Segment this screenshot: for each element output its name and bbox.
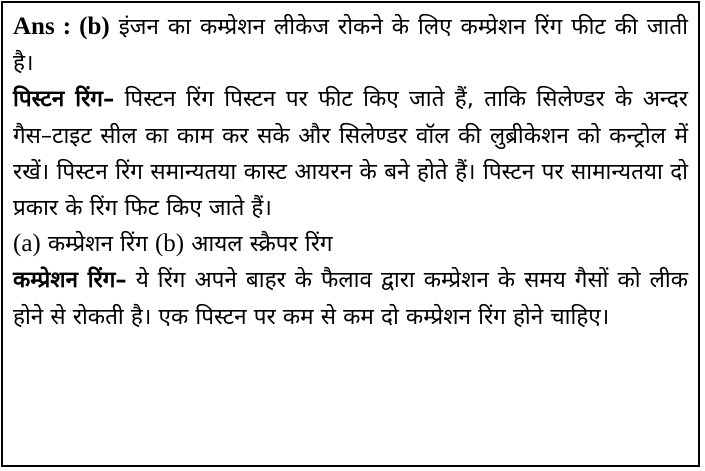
answer-box [1, 1, 700, 467]
type-b-label: (b) [154, 230, 185, 258]
answer-label: Ans : (b) [13, 13, 110, 40]
piston-ring-paragraph [13, 81, 688, 226]
ring-types-paragraph [13, 226, 688, 262]
piston-ring-text: पिस्टन रिंग पिस्टन पर फीट किए जाते हैं, ताकि सिलेण्डर के अन्दर गैस–टाइट सील का काम कर सके और सिलेण्डर वॉल की लुब्रीकेशन को कन्ट्रोल में रखें। पिस्टन रिंग समान्यतया कास्ट आयरन के बने होते हैं। पिस्टन पर सामान्यतया दो प्रकार के रिंग फिट किए जाते हैं। [13, 86, 689, 222]
compression-ring-paragraph [13, 262, 688, 334]
type-a-text: कम्प्रेशन रिंग [40, 231, 155, 258]
type-b-text: आयल स्क्रैपर रिंग [184, 231, 333, 258]
type-a-label: (a) [13, 230, 41, 258]
answer-text: इंजन का कम्प्रेशन लीकेज रोकने के लिए कम्प्रेशन रिंग फीट की जाती है। [13, 14, 688, 77]
piston-ring-heading: पिस्टन रिंग– [13, 86, 115, 113]
compression-ring-heading: कम्प्रेशन रिंग– [13, 267, 127, 294]
answer-paragraph [13, 9, 688, 81]
compression-ring-text: ये रिंग अपने बाहर के फैलाव द्वारा कम्प्रेशन के समय गैसों को लीक होने से रोकती है। एक पिस्टन पर कम से कम दो कम्प्रेशन रिंग होने चाहिए। [13, 267, 688, 330]
